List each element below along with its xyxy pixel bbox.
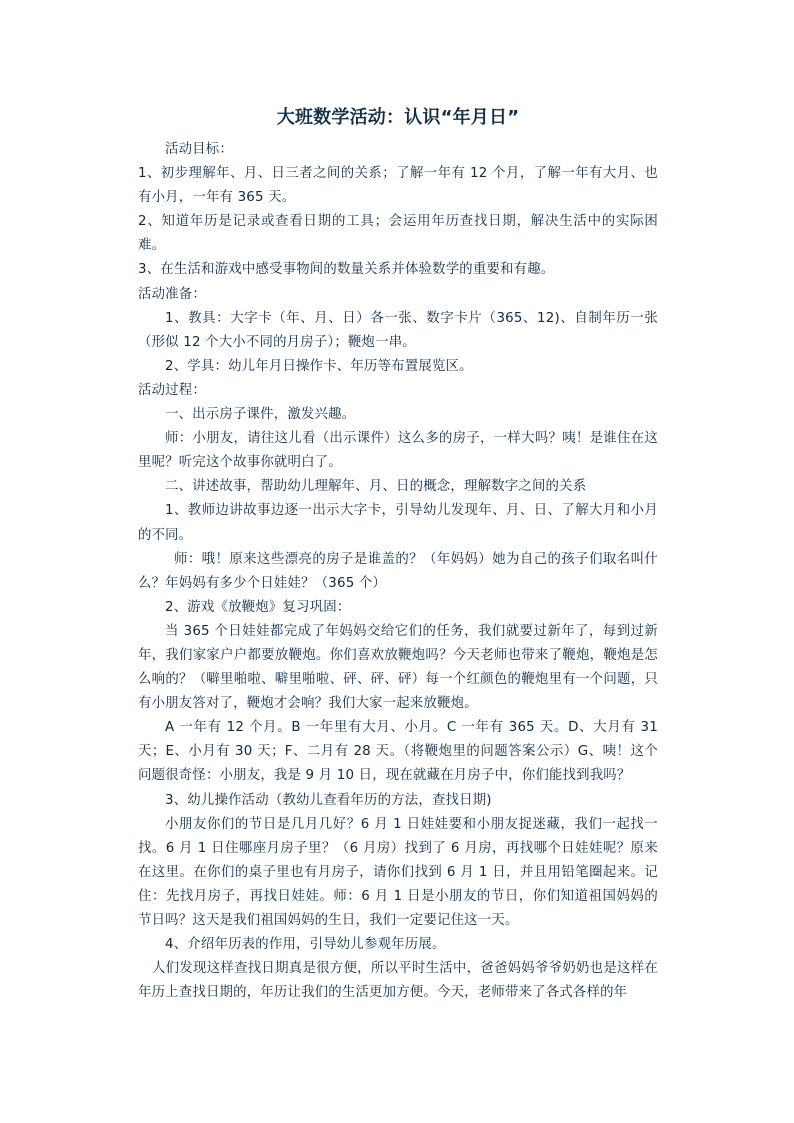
paragraph: A 一年有 12 个月。B 一年里有大月、小月。C 一年有 365 天。D、大月有 31 天；E、小月有 30 天；F、二月有 28 天。（将鞭炮里的问题答案公示）G、咦！这个问题很奇怪：小朋友，我是 9 月 10 日，现在就藏在月房子中，你们能找到我吗？ bbox=[138, 720, 658, 784]
paragraph: 师：哦！原来这些漂亮的房子是谁盖的？（年妈妈）她为自己的孩子们取名叫什么？年妈妈有多少个日娃娃？（365 个） bbox=[138, 551, 658, 591]
paragraph: 2、学具：幼儿年月日操作卡、年历等布置展览区。 bbox=[165, 358, 473, 374]
paragraph: 当 365 个日娃娃都完成了年妈妈交给它们的任务，我们就要过新年了，每到过新年，我们家家户户都要放鞭炮。你们喜欢放鞭炮吗？今天老师也带来了鞭炮，鞭炮是怎么响的？（噼里啪啦、噼里啪啦、砰、砰、砰）每一个红颜色的鞭炮里有一个问题，只有小朋友答对了，鞭炮才会响？我们大家一起来放鞭炮。 bbox=[138, 623, 658, 712]
paragraph: 2、知道年历是记录或查看日期的工具；会运用年历查找日期，解决生活中的实际困难。 bbox=[138, 214, 658, 254]
paragraph: 3、在生活和游戏中感受事物间的数量关系并体验数学的重要和有趣。 bbox=[138, 262, 555, 278]
document-body bbox=[138, 138, 658, 1005]
document-page bbox=[138, 104, 658, 1005]
paragraph: 师：小朋友，请往这儿看（出示课件）这么多的房子，一样大吗？咦！是谁住在这里呢？听完这个故事你就明白了。 bbox=[138, 431, 658, 471]
paragraph: 人们发现这样查找日期真是很方便，所以平时生活中，爸爸妈妈爷爷奶奶也是这样在年历上查找日期的，年历让我们的生活更加方便。今天，老师带来了各式各样的年 bbox=[138, 961, 658, 1001]
paragraph: 1、初步理解年、月、日三者之间的关系；了解一年有 12 个月，了解一年有大月、也有小月，一年有 365 天。 bbox=[138, 166, 658, 206]
paragraph: 1、教师边讲故事边逐一出示大字卡，引导幼儿发现年、月、日、了解大月和小月的不同。 bbox=[138, 503, 658, 543]
paragraph: 4、介绍年历表的作用，引导幼儿参观年历展。 bbox=[165, 937, 446, 953]
paragraph: 小朋友你们的节日是几月几好？6 月 1 日娃娃要和小朋友捉迷藏，我们一起找一找。6 月 1 日住哪座月房子里？（6 月房）找到了 6 月房，再找哪个日娃娃呢？原来在这里。在你们的桌子里也有月房子，请你们找到 6 月 1 日，并且用铅笔圈起来。记住：先找月房子，再找日娃娃。师：6 月 1 日是小朋友的节日，你们知道祖国妈妈的节日吗？这天是我们祖国妈妈的生日，我们一定要记住这一天。 bbox=[138, 816, 658, 928]
paragraph: 活动准备： bbox=[138, 286, 206, 302]
paragraph: 二、讲述故事，帮助幼儿理解年、月、日的概念，理解数字之间的关系 bbox=[165, 479, 587, 495]
paragraph: 活动过程： bbox=[138, 382, 206, 398]
paragraph: 一、出示房子课件，激发兴趣。 bbox=[165, 407, 356, 423]
paragraph: 活动目标： bbox=[165, 142, 233, 157]
paragraph: 2、游戏《放鞭炮》复习巩固： bbox=[165, 599, 351, 615]
document-title: 大班数学活动：认识“年月日” bbox=[276, 107, 520, 128]
paragraph: 3、幼儿操作活动（教幼儿查看年历的方法，查找日期) bbox=[165, 792, 492, 808]
paragraph: 1、教具：大字卡（年、月、日）各一张、数字卡片（365、12)、自制年历一张（形似 12 个大小不同的月房子）；鞭炮一串。 bbox=[138, 310, 658, 350]
